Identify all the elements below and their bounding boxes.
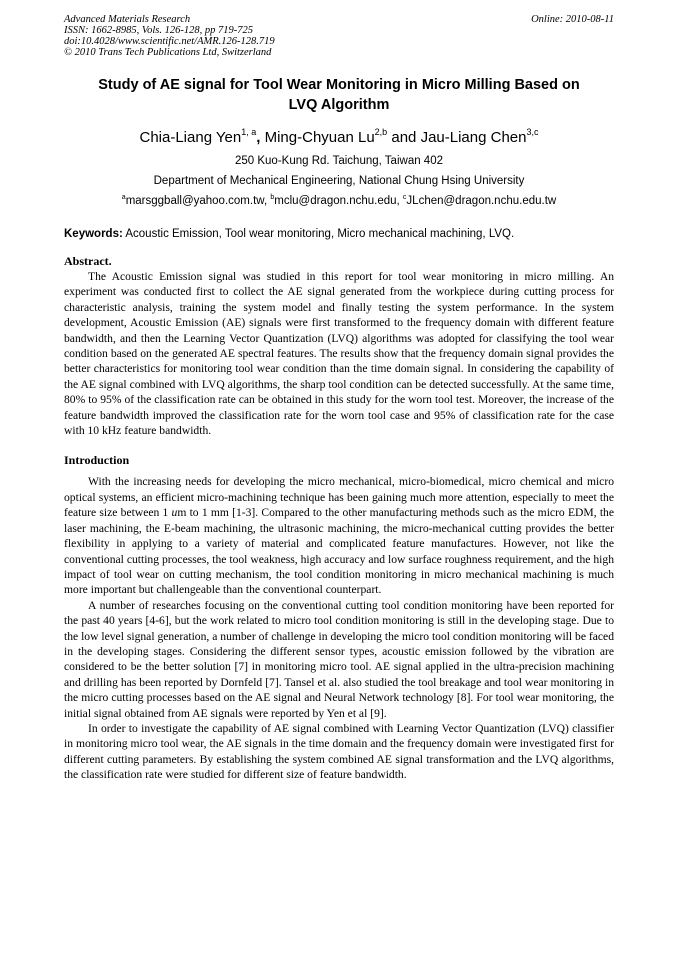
keywords-label: Keywords: (64, 228, 123, 240)
intro-paragraph-3: In order to investigate the capability of AE signal combined with Learning Vector Quantization (LVQ) classifier in monitoring micro tool wear, the AE signals in the time domain and the frequency domain were investigated first for different cutting parameters. By establishing the system combined AE signal transformation and the LVQ algorithms, the classification rate were studied for different size of feature bandwidth. (64, 721, 614, 782)
abstract-heading: Abstract. (64, 254, 112, 268)
keywords-text: Acoustic Emission, Tool wear monitoring, Micro mechanical machining, LVQ. (125, 228, 515, 240)
author-name: Chia-Liang Yen (139, 129, 242, 146)
paper-title (64, 75, 614, 115)
author-affiliation-mark: 1, a (241, 127, 257, 137)
paper-page (64, 14, 614, 783)
email-link[interactable]: mclu@dragon.nchu.edu (274, 195, 397, 207)
copyright: © 2010 Trans Tech Publications Ltd, Switzerland (64, 47, 272, 58)
author-affiliation-mark: 3,c (526, 127, 539, 137)
author-name: Jau-Liang Chen (420, 129, 527, 146)
online-date: Online: 2010-08-11 (531, 14, 614, 25)
email-link[interactable]: JLchen@dragon.nchu.edu.tw (406, 195, 557, 207)
author-list (64, 128, 614, 148)
department: Department of Mechanical Engineering, National Chung Hsing University (153, 175, 525, 187)
intro-p1-text-b: m to 1 mm [1-3]. Compared to the other manufacturing methods such as the micro EDM, the laser machining, the E-beam machining, the ultrasonic machining, the micro-mechanical cutting provides the better flexibility in applying to a variety of material and complicated feature manufactures. However, not like the conventional cutting processes, the tool weakness, high accuracy and low surface roughness requirement, and the high impact of tool wear on cutting mechanism, the tool condition monitoring in micro mechanical machining is much more important but challengeable than the conventional counterpart. (64, 506, 615, 597)
issn: ISSN: 1662-8985, Vols. 126-128, pp 719-725 (64, 25, 253, 36)
micron-unit: u (171, 506, 178, 520)
author-affiliation-mark: 2,b (374, 127, 388, 137)
author-conjunction: and (391, 129, 417, 146)
intro-p1-text-a: With the increasing needs for developing the micro mechanical, micro-biomedical, micro chemical and micro optical systems, an efficient micro-machining technique has been gaining much more attention, especially to meet the feature size between 1 (64, 475, 614, 520)
author-name: Ming-Chyuan Lu (264, 129, 375, 146)
author-separator: , (256, 129, 261, 146)
author-emails: $^a$marsggball@yahoo.com.tw, $^b$mclu@dragon.nchu.edu, $^c$JLchen@dragon.nchu.edu.tw (121, 194, 557, 207)
intro-paragraph-2: A number of researches focusing on the conventional cutting tool condition monitoring have been reported for the past 40 years [4-6], but the work related to micro tool condition monitoring is still in the developing stage. Due to the low level signal generation, a number of challenge in developing the micro tool condition monitoring will be faced in the developing stages. Considering the different sensor types, acoustic emission followed by the vibration are considered to be the better solution [7] in monitoring micro tool. AE signal applied in the ultra-precision machining and drilling has been reported by Dornfeld [7]. Tansel et al. also studied the tool breakage and tool wear monitoring in the micro cutting processes based on the AE signal and Neural Network technology [8]. For tool wear monitoring, the initial signal obtained from AE signals were reported by Yen et al [9]. (64, 598, 614, 720)
doi: doi:10.4028/www.scientific.net/AMR.126-128.719 (64, 36, 275, 47)
abstract-text: The Acoustic Emission signal was studied in this report for tool wear monitoring in micro milling. An experiment was conducted first to collect the AE signal generated from the workpiece during cutting process for characteristic analysis, training the system model and finally testing the system performance. In the system development, Acoustic Emission (AE) signals were first transformed to the frequency domain with different feature bandwidth, and then the Learning Vector Quantization (LVQ) algorithms was adopted for classifying the tool wear condition based on the generated AE spectral features. The results show that the frequency domain signal provides the better characteristics for monitoring tool wear condition than the time domain signal. In considering the capability of the AE signal combined with LVQ algorithms, the sharp tool condition can be detected successfully. At the same time, 80% to 95% of the classification rate can be obtained in this study for the worn tool test. Moreover, the increase of the feature bandwidth improved the classification rate for the worn tool case and 95% of classification rate for the case with 10 kHz feature bandwidth. (64, 270, 614, 438)
journal-header (64, 14, 614, 58)
keywords (64, 227, 614, 241)
email-link[interactable]: marsggball@yahoo.com.tw (125, 195, 264, 207)
email-mark: a (121, 194, 126, 201)
email-mark: b (270, 194, 275, 201)
title-line-1: Study of AE signal for Tool Wear Monitoring in Micro Milling Based on (98, 77, 580, 93)
journal-name: Advanced Materials Research (64, 14, 191, 25)
title-line-2: LVQ Algorithm (288, 97, 390, 113)
address: 250 Kuo-Kung Rd. Taichung, Taiwan 402 (234, 155, 443, 167)
intro-paragraph-1 (64, 474, 614, 597)
email-mark: c (402, 194, 407, 201)
introduction-heading: Introduction (64, 453, 130, 468)
